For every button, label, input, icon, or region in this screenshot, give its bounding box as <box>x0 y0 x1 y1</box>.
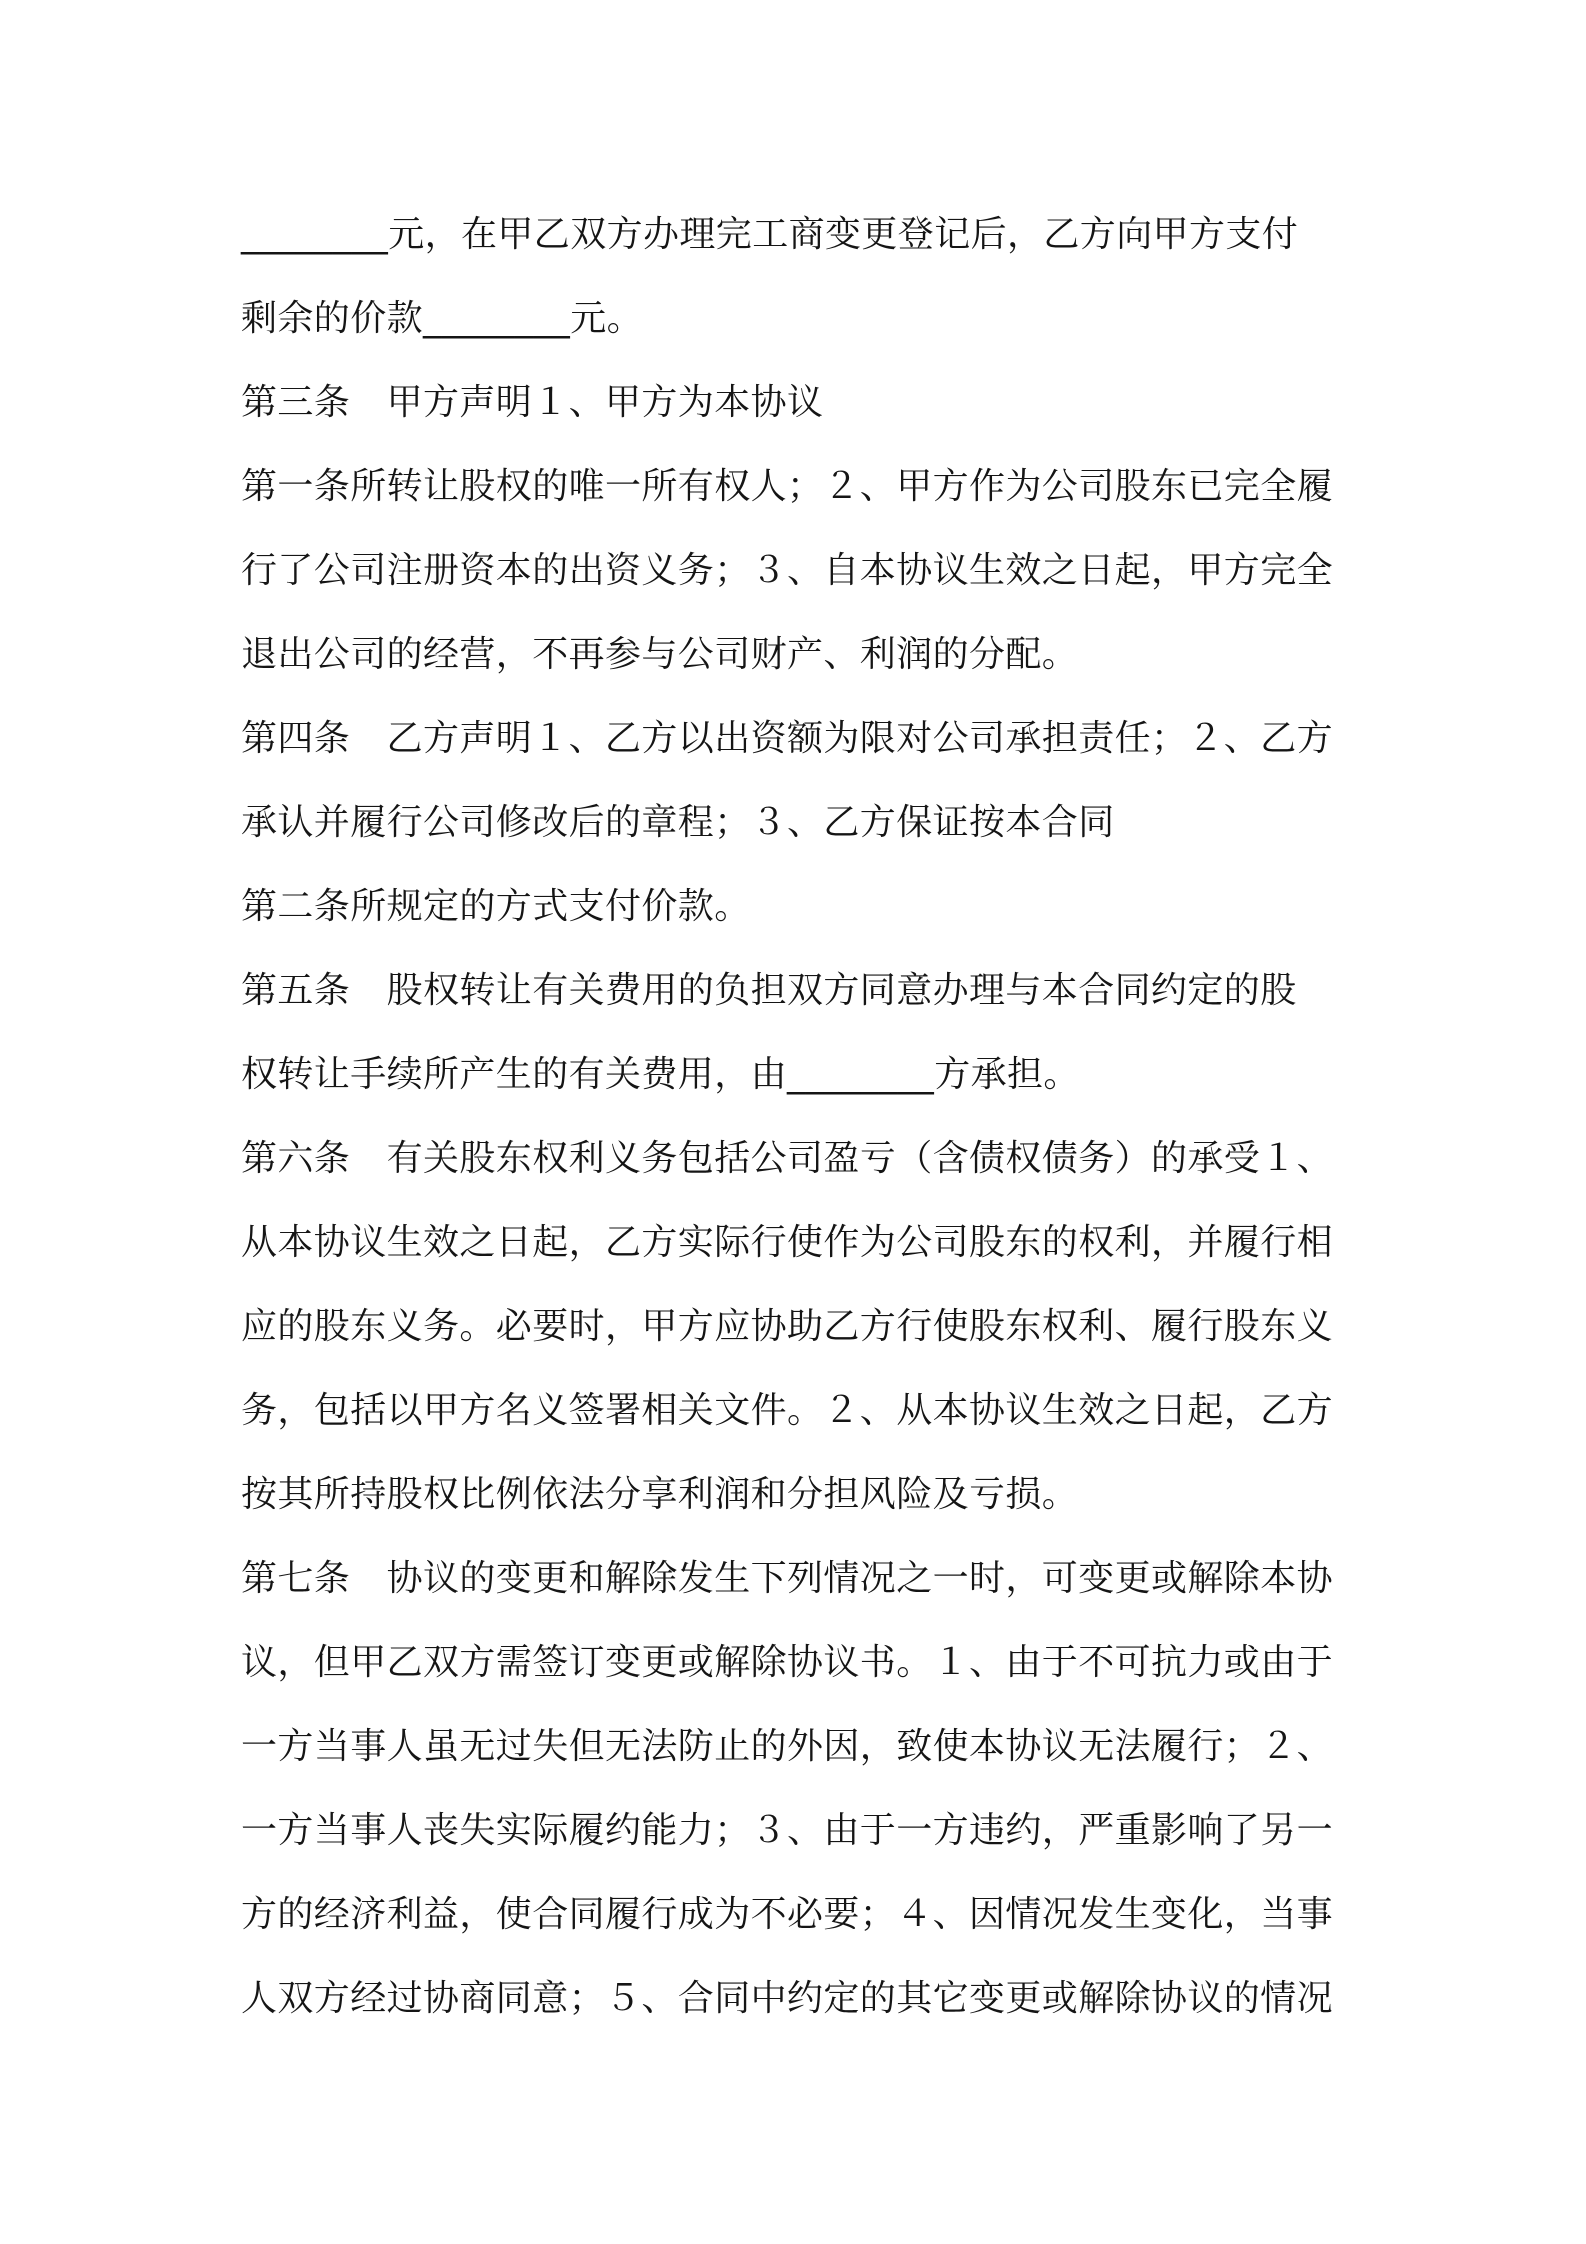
text-line: 方的经济利益，使合同履行成为不必要；４、因情况发生变化，当事 <box>241 1894 1334 1935</box>
text-line: 一方当事人丧失实际履约能力；３、由于一方违约，严重影响了另一 <box>241 1810 1334 1851</box>
text-line: 第五条 股权转让有关费用的负担双方同意办理与本合同约定的股 <box>241 970 1297 1011</box>
text-line: 第二条所规定的方式支付价款。 <box>241 886 751 927</box>
text-line: 应的股东义务。必要时，甲方应协助乙方行使股东权利、履行股东义 <box>241 1306 1334 1347</box>
text-line: 议，但甲乙双方需签订变更或解除协议书。１、由于不可抗力或由于 <box>241 1642 1334 1683</box>
text-line: 剩余的价款________元。 <box>241 298 644 339</box>
text-line: 按其所持股权比例依法分享利润和分担风险及亏损。 <box>241 1474 1079 1515</box>
text-line: 人双方经过协商同意；５、合同中约定的其它变更或解除协议的情况 <box>241 1978 1334 2019</box>
text-line: 从本协议生效之日起，乙方实际行使作为公司股东的权利，并履行相 <box>241 1222 1334 1263</box>
text-line: ________元，在甲乙双方办理完工商变更登记后，乙方向甲方支付 <box>241 214 1299 255</box>
document-body <box>241 193 1351 2041</box>
text-line: 权转让手续所产生的有关费用，由________方承担。 <box>241 1054 1080 1095</box>
text-line: 承认并履行公司修改后的章程；３、乙方保证按本合同 <box>241 802 1115 843</box>
text-line: 一方当事人虽无过失但无法防止的外因，致使本协议无法履行；２、 <box>241 1726 1334 1767</box>
text-line: 第三条 甲方声明１、甲方为本协议 <box>241 382 824 423</box>
text-line: 第六条 有关股东权利义务包括公司盈亏（含债权债务）的承受１、 <box>241 1138 1334 1179</box>
text-line: 行了公司注册资本的出资义务；３、自本协议生效之日起，甲方完全 <box>241 550 1334 591</box>
text-line: 务，包括以甲方名义签署相关文件。２、从本协议生效之日起，乙方 <box>241 1390 1334 1431</box>
text-line: 第四条 乙方声明１、乙方以出资额为限对公司承担责任；２、乙方 <box>241 718 1334 759</box>
text-line: 第七条 协议的变更和解除发生下列情况之一时，可变更或解除本协 <box>241 1558 1334 1599</box>
text-line: 退出公司的经营，不再参与公司财产、利润的分配。 <box>241 634 1079 675</box>
text-line: 第一条所转让股权的唯一所有权人；２、甲方作为公司股东已完全履 <box>241 466 1334 507</box>
